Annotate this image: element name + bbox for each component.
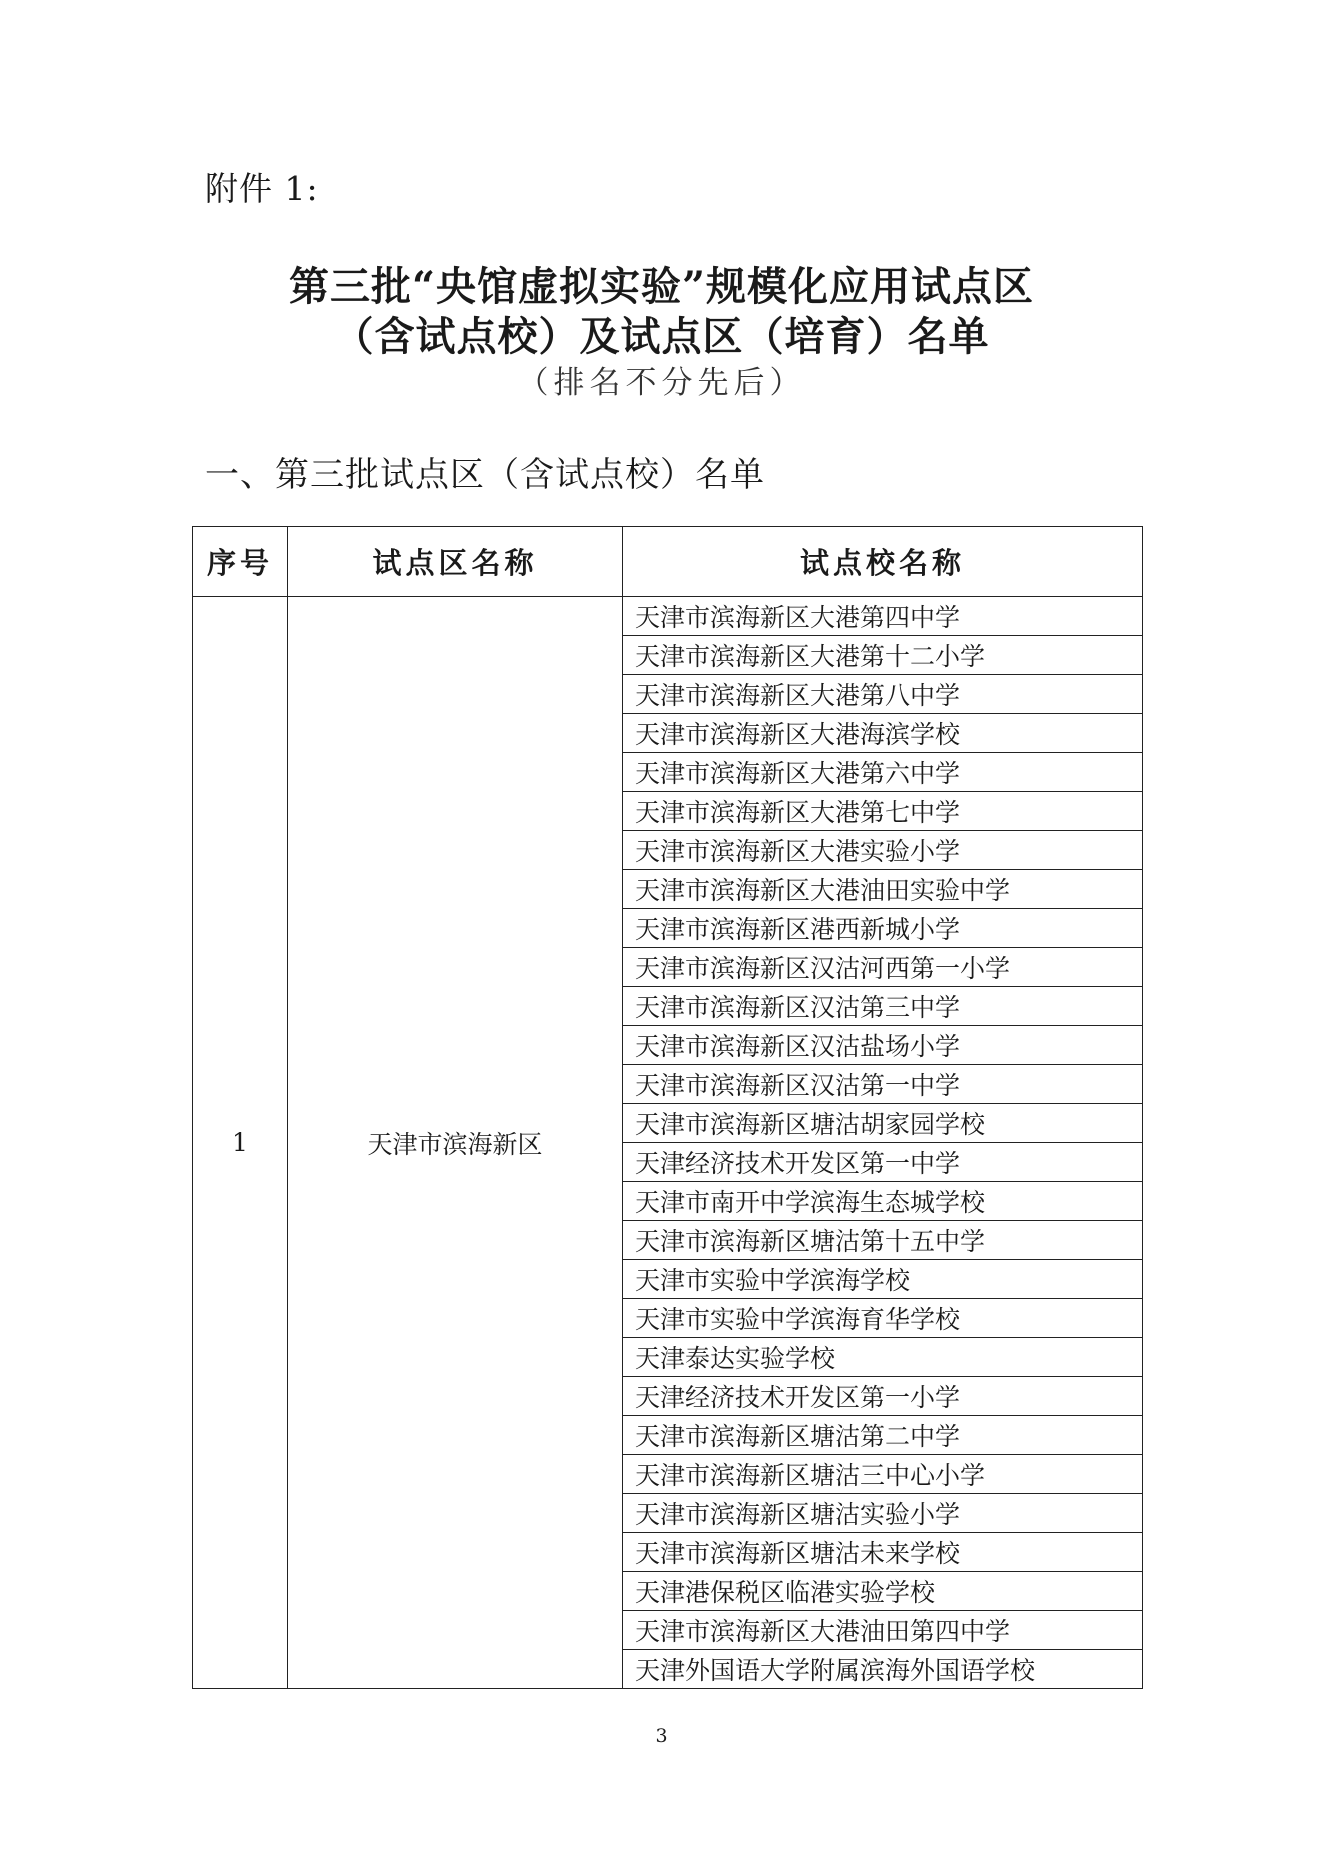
document-subtitle: （排名不分先后）	[517, 365, 806, 401]
school-name-cell: 天津市滨海新区大港第六中学	[623, 753, 1143, 792]
table-row	[193, 597, 1143, 636]
district-name-cell: 天津市滨海新区	[288, 597, 623, 1689]
school-name-cell: 天津市滨海新区塘沽实验小学	[623, 1494, 1143, 1533]
school-name-cell: 天津泰达实验学校	[623, 1338, 1143, 1377]
school-name-cell: 天津经济技术开发区第一小学	[623, 1377, 1143, 1416]
school-name-cell: 天津市滨海新区港西新城小学	[623, 909, 1143, 948]
school-name-cell: 天津市滨海新区大港油田第四中学	[623, 1611, 1143, 1650]
header-school: 试点校名称	[623, 527, 1143, 597]
school-name-cell: 天津市滨海新区大港第四中学	[623, 597, 1143, 636]
school-name-cell: 天津市滨海新区汉沽第三中学	[623, 987, 1143, 1026]
table-body	[193, 597, 1143, 1689]
section-heading: 一、第三批试点区（含试点校）名单	[205, 455, 765, 495]
document-title-line1: 第三批“央馆虚拟实验”规模化应用试点区	[288, 263, 1034, 310]
school-name-cell: 天津市滨海新区大港第八中学	[623, 675, 1143, 714]
school-name-cell: 天津市滨海新区汉沽盐场小学	[623, 1026, 1143, 1065]
header-index: 序号	[193, 527, 288, 597]
school-name-cell: 天津市滨海新区汉沽第一中学	[623, 1065, 1143, 1104]
school-name-cell: 天津市滨海新区大港实验小学	[623, 831, 1143, 870]
page-number: 3	[655, 1725, 668, 1747]
school-name-cell: 天津市滨海新区塘沽胡家园学校	[623, 1104, 1143, 1143]
school-name-cell: 天津市滨海新区汉沽河西第一小学	[623, 948, 1143, 987]
school-name-cell: 天津市南开中学滨海生态城学校	[623, 1182, 1143, 1221]
school-name-cell: 天津市滨海新区大港海滨学校	[623, 714, 1143, 753]
school-name-cell: 天津市实验中学滨海学校	[623, 1260, 1143, 1299]
pilot-list-table	[192, 526, 1143, 1689]
school-name-cell: 天津外国语大学附属滨海外国语学校	[623, 1650, 1143, 1689]
school-name-cell: 天津市滨海新区大港第十二小学	[623, 636, 1143, 675]
school-name-cell: 天津市实验中学滨海育华学校	[623, 1299, 1143, 1338]
school-name-cell: 天津市滨海新区大港第七中学	[623, 792, 1143, 831]
attachment-label: 附件 1:	[205, 169, 319, 208]
school-name-cell: 天津市滨海新区塘沽第二中学	[623, 1416, 1143, 1455]
header-district: 试点区名称	[288, 527, 623, 597]
table-header-row	[193, 527, 1143, 597]
school-name-cell: 天津经济技术开发区第一中学	[623, 1143, 1143, 1182]
school-name-cell: 天津市滨海新区塘沽未来学校	[623, 1533, 1143, 1572]
school-name-cell: 天津市滨海新区塘沽三中心小学	[623, 1455, 1143, 1494]
row-index-cell: 1	[193, 597, 288, 1689]
school-name-cell: 天津港保税区临港实验学校	[623, 1572, 1143, 1611]
school-name-cell: 天津市滨海新区塘沽第十五中学	[623, 1221, 1143, 1260]
document-title-line2: （含试点校）及试点区（培育）名单	[333, 313, 990, 360]
school-name-cell: 天津市滨海新区大港油田实验中学	[623, 870, 1143, 909]
